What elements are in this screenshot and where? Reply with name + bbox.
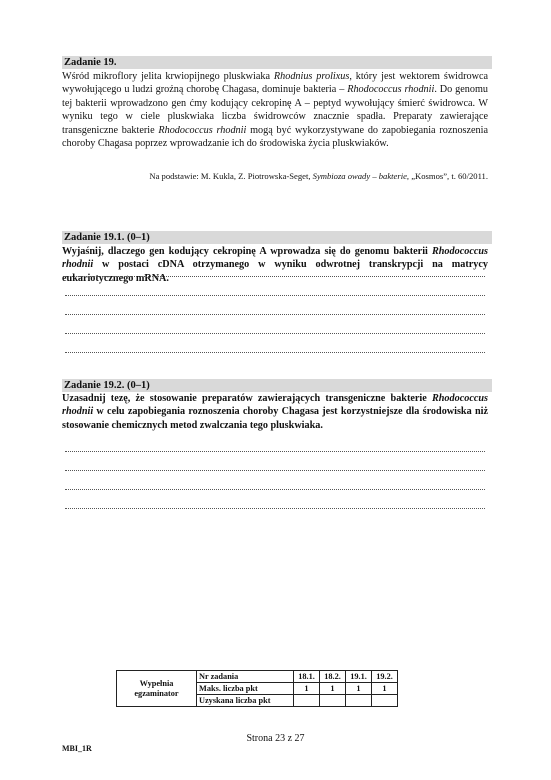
answer-line[interactable] [65,276,485,277]
max-points: 1 [372,683,398,695]
obtained-points-cell[interactable] [294,695,320,707]
max-points-label: Maks. liczba pkt [197,683,294,695]
answer-line[interactable] [65,314,485,315]
answer-line[interactable] [65,489,485,490]
task-19-1-question: Wyjaśnij, dlaczego gen kodujący cekropinę A wprowadza się do genomu bakterii Rhodococcus rhodnii w postaci cDNA otrzymanego w wyniku odwrotnej transkrypcji na matrycy eukariotycznego mRNA. [62,246,488,284]
examiner-label: Wypełnia egzaminator [117,671,197,707]
answer-line[interactable] [65,295,485,296]
answer-line[interactable] [65,508,485,509]
answer-line[interactable] [65,333,485,334]
task-19-2-header: Zadanie 19.2. (0–1) [62,379,492,392]
answer-line[interactable] [65,451,485,452]
task-number: 18.1. [294,671,320,683]
task-19-text: Wśród mikroflory jelita krwiopijnego pluskwiaka Rhodnius prolixus, który jest wektorem świdrowca wywołującego u ludzi groźną chorobę Chagasa, dominuje bakteria – Rhodococcus rhodnii. Do genomu tej bakterii wprowadzono gen ćmy kodujący cekropinę A – peptyd wywołujący śmierć świdrowca. W wyniku tego w ciele pluskwiaka liczba świdrowców znacznie spadła. Preparaty zawierające transgeniczne bakterie Rhodococcus rhodnii mogą być wykorzystywane do zapobiegania roznoszenia choroby Chagasa poprzez wprowadzanie ich do środowiska życia pluskwiaków. [62,71,488,150]
max-points: 1 [346,683,372,695]
page-number: Strona 23 z 27 [246,733,305,744]
examiner-table [116,670,398,707]
task-number: 18.2. [320,671,346,683]
obtained-points-cell[interactable] [320,695,346,707]
answer-line[interactable] [65,470,485,471]
max-points: 1 [294,683,320,695]
task-19-source: Na podstawie: M. Kukla, Z. Piotrowska-Seget, Symbioza owady – bakterie, „Kosmos”, t. 60/2011. [149,171,488,181]
task-number: 19.1. [346,671,372,683]
task-19-2-question: Uzasadnij tezę, że stosowanie preparatów zawierających transgeniczne bakterie Rhodococcus rhodnii w celu zapobiegania roznoszenia choroby Chagasa jest korzystniejsze dla środowiska niż stosowanie chemicznych metod zwalczania tego pluskwiaka. [62,393,488,431]
obtained-points-label: Uzyskana liczba pkt [197,695,294,707]
task-number: 19.2. [372,671,398,683]
answer-line[interactable] [65,352,485,353]
max-points: 1 [320,683,346,695]
obtained-points-cell[interactable] [346,695,372,707]
task-19-header: Zadanie 19. [62,56,492,69]
task-19-1-header: Zadanie 19.1. (0–1) [62,231,492,244]
task-number-label: Nr zadania [197,671,294,683]
obtained-points-cell[interactable] [372,695,398,707]
exam-code: MBI_1R [62,744,92,753]
